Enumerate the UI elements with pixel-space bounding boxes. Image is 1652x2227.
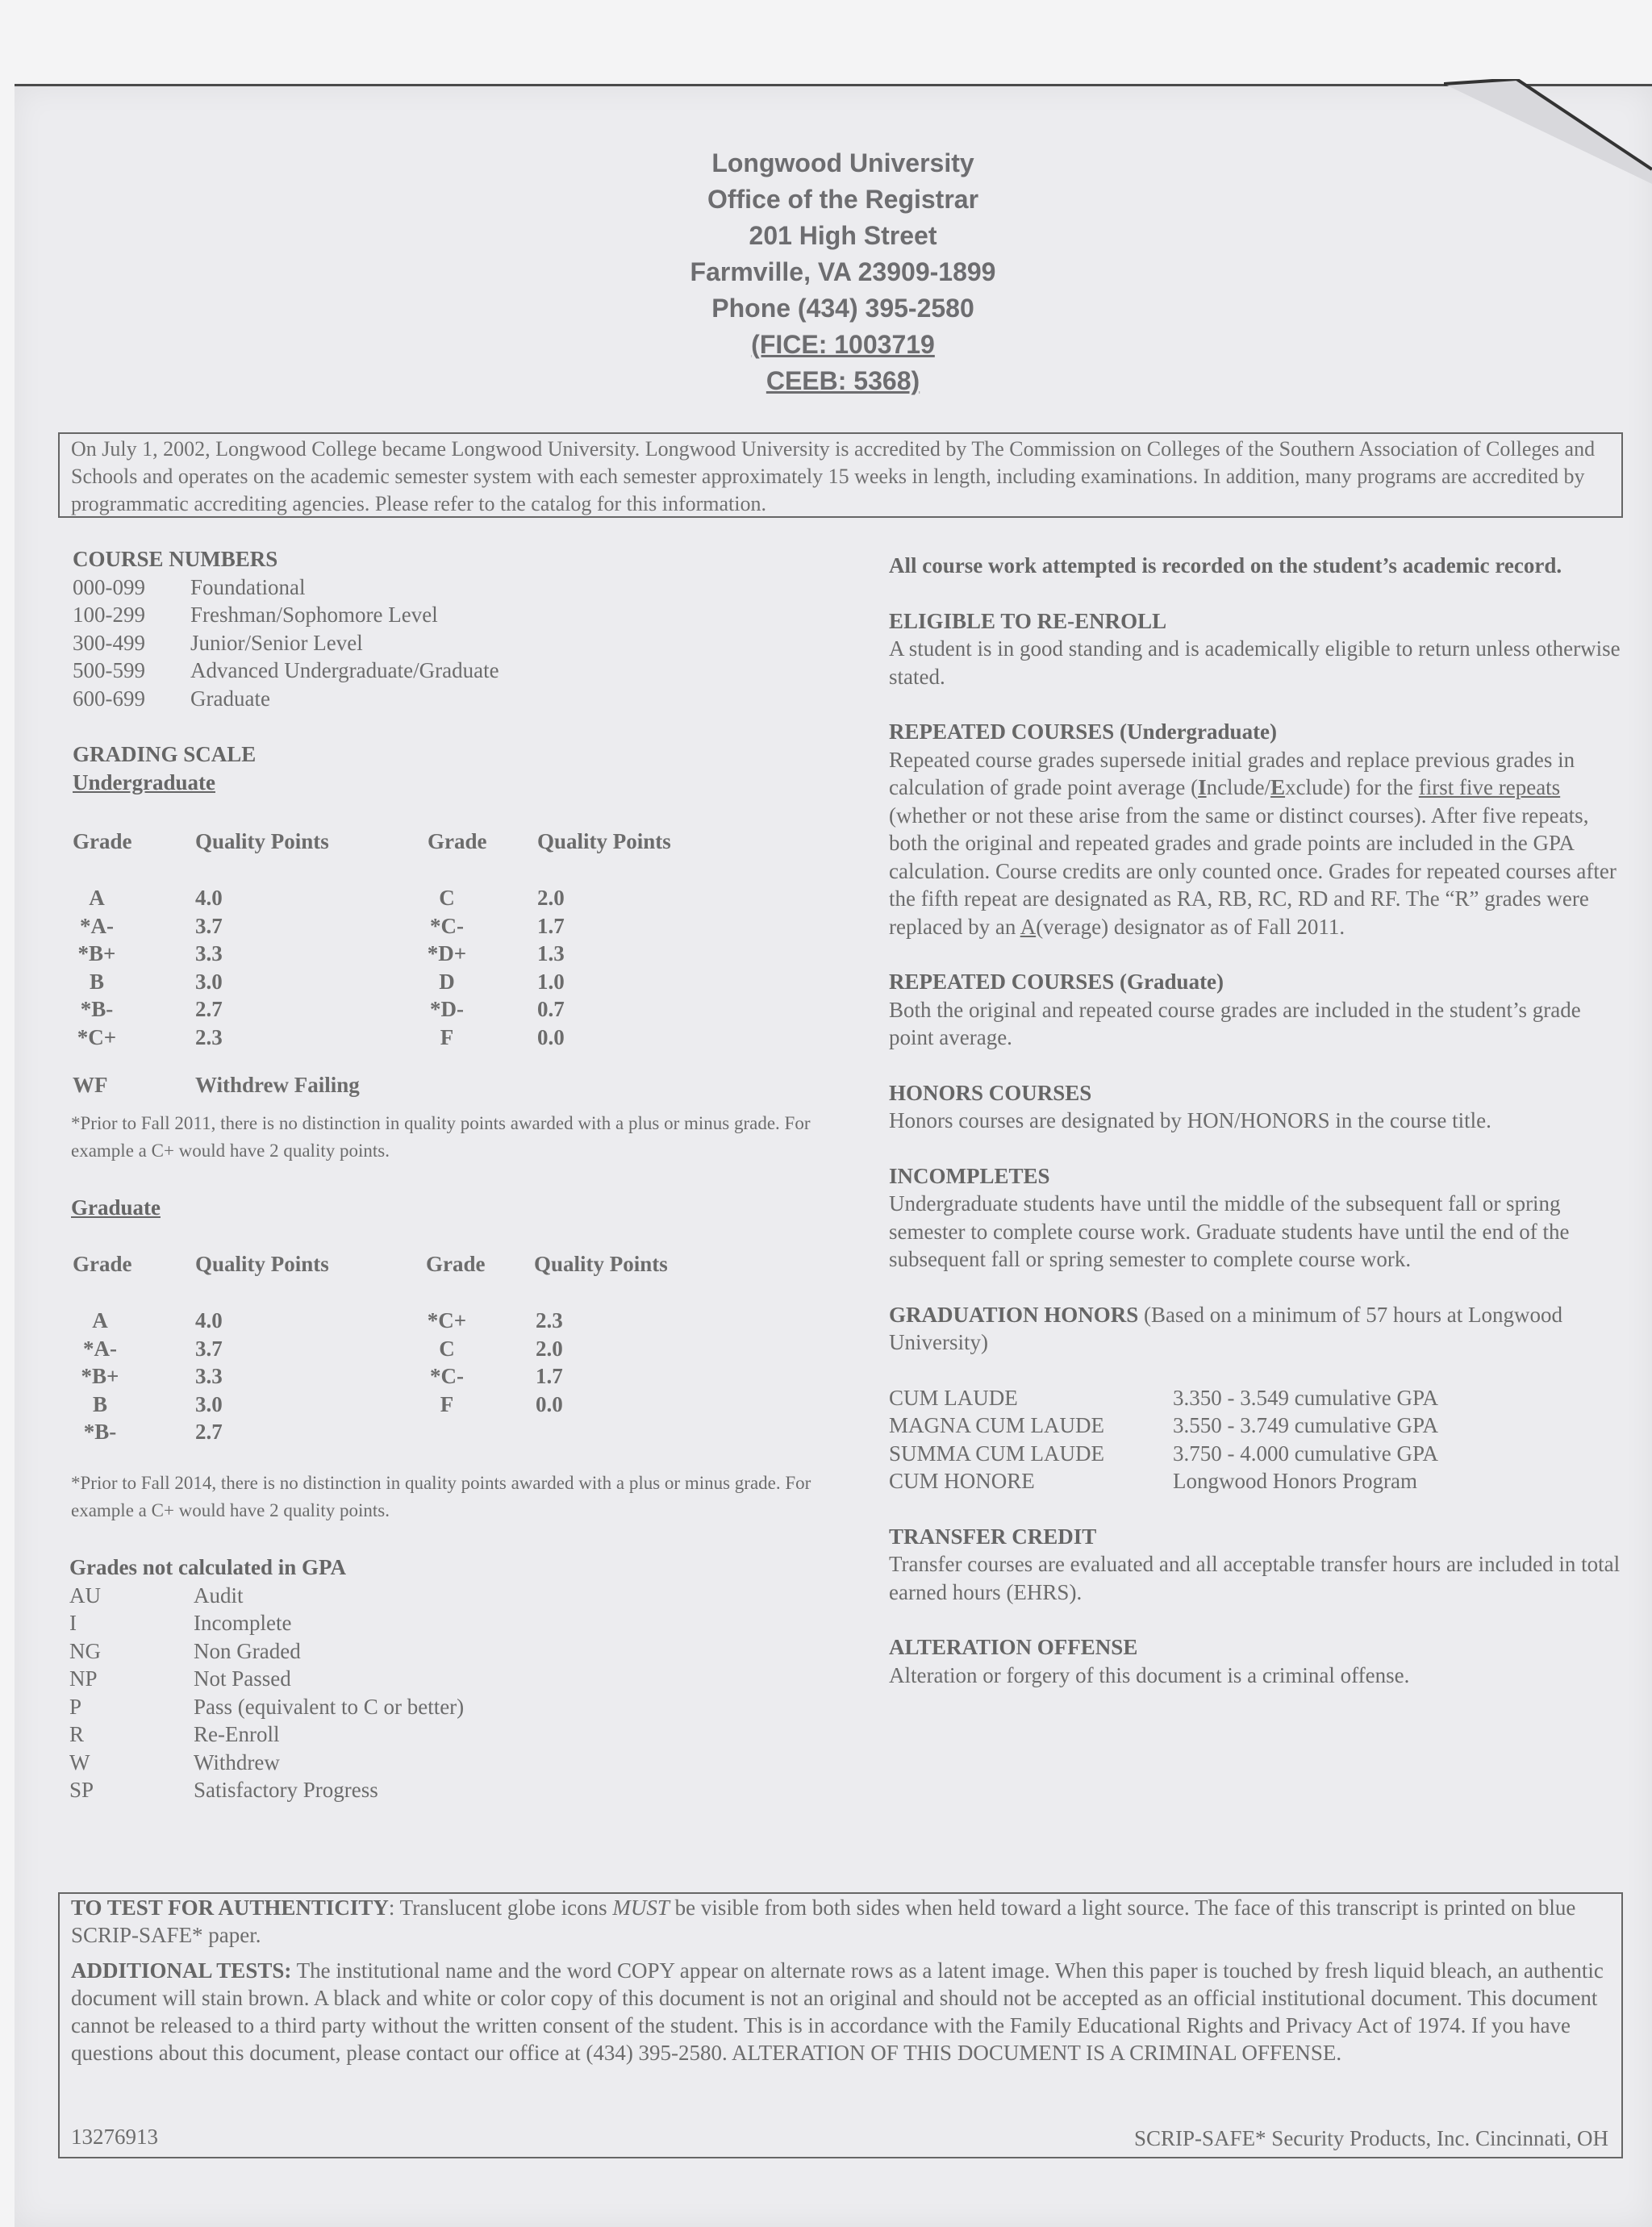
grade-row [73, 1024, 847, 1052]
header-city: Farmville, VA 23909-1899 [690, 257, 996, 286]
graduation-honors-heading [889, 1301, 1623, 1357]
course-range: 500-599 [73, 658, 145, 682]
grad-col-headers [73, 1250, 847, 1282]
grade-code: NP [69, 1666, 98, 1691]
grade-points: 1.7 [536, 1364, 563, 1388]
honors-name: SUMMA CUM LAUDE [889, 1441, 1105, 1466]
not-calculated-row [69, 1720, 844, 1749]
grade-letter: D [439, 969, 455, 994]
grade-letter: *B+ [81, 1364, 119, 1388]
grade-description: Re-Enroll [194, 1722, 280, 1746]
grade-code: SP [69, 1778, 94, 1802]
repeated-ug-title: REPEATED COURSES (Undergraduate) [889, 719, 1278, 744]
authenticity-test-part1: : Translucent globe icons [388, 1895, 613, 1920]
grade-code: AU [69, 1583, 101, 1608]
grade-letter: *C+ [427, 1308, 467, 1332]
grade-points: 3.3 [195, 1364, 223, 1388]
col-points-4: Quality Points [534, 1252, 668, 1276]
course-range: 300-499 [73, 630, 145, 655]
honors-row [889, 1440, 1623, 1468]
wf-label: Withdrew Failing [195, 1073, 360, 1097]
grade-letter: *C- [430, 913, 464, 938]
course-numbers-title: COURSE NUMBERS [73, 547, 278, 571]
authenticity-must: MUST [612, 1895, 670, 1920]
repeated-ug-part2: (whether or not these arise from the same or distinct courses). After five repeats, both the original and repeated grades and grade points are included in the GPA calculation. Course credits are only counted once. Grades for repeated courses after the fifth repeat are designated as RA, RB, RC, RD and RF. The “R” grades were replaced by an [889, 803, 1617, 939]
grade-letter: A [92, 1308, 108, 1332]
honors-name: CUM LAUDE [889, 1385, 1018, 1410]
grade-row [73, 912, 847, 940]
honors-name: MAGNA CUM LAUDE [889, 1413, 1105, 1437]
grade-points: 3.3 [195, 941, 223, 965]
course-level: Foundational [190, 574, 306, 599]
grade-row [73, 1418, 847, 1446]
course-range: 100-299 [73, 603, 145, 627]
first-five-repeats: first five repeats [1418, 775, 1561, 799]
grade-description: Not Passed [194, 1666, 291, 1691]
honors-courses-text: Honors courses are designated by HON/HONORS in the course title. [889, 1108, 1491, 1132]
not-calculated-row [69, 1693, 844, 1721]
exclude-rest: xclude) for the [1285, 775, 1414, 799]
grade-points: 3.7 [195, 1336, 223, 1361]
grade-description: Satisfactory Progress [194, 1778, 378, 1802]
grade-letter: *C+ [77, 1024, 117, 1049]
grade-points: 3.7 [195, 913, 223, 938]
incompletes-text: Undergraduate students have until the middle of the subsequent fall or spring semester to complete course work. Graduate students have until the end of the subsequent fall or spring semester to complete course work. [889, 1191, 1570, 1271]
undergrad-note: *Prior to Fall 2011, there is no distinction in quality points awarded with a plus or minus grade. For example a C+ would have 2 quality points. [71, 1113, 811, 1161]
grade-points: 2.7 [195, 1420, 223, 1444]
exclude-initial: E [1270, 775, 1286, 799]
alteration-text: Alteration or forgery of this document is a criminal offense. [889, 1662, 1410, 1687]
transfer-title: TRANSFER CREDIT [889, 1524, 1097, 1549]
header-street: 201 High Street [749, 221, 937, 250]
grade-points: 2.0 [537, 886, 565, 910]
grade-points: 2.3 [195, 1024, 223, 1049]
eligible-title: ELIGIBLE TO RE-ENROLL [889, 608, 1167, 633]
grade-letter: B [92, 1391, 107, 1416]
repeated-ug-part3: (verage) designator as of Fall 2011. [1036, 914, 1345, 939]
undergraduate-title: Undergraduate [73, 769, 215, 794]
grad-grade-table [73, 1307, 847, 1448]
incompletes-title: INCOMPLETES [889, 1163, 1050, 1188]
wf-code: WF [73, 1073, 108, 1097]
honors-row [889, 1467, 1623, 1495]
document-number: 13276913 [71, 2125, 158, 2149]
course-level: Graduate [190, 686, 270, 711]
course-level: Junior/Senior Level [190, 630, 363, 655]
header-office: Office of the Registrar [707, 185, 979, 214]
header-fice: (FICE: 1003719 [751, 330, 935, 359]
honors-courses-title: HONORS COURSES [889, 1080, 1092, 1105]
grade-points: 2.7 [195, 997, 223, 1021]
repeated-grad-title: REPEATED COURSES (Graduate) [889, 970, 1224, 994]
grade-code: W [69, 1749, 90, 1775]
grade-points: 1.3 [537, 941, 565, 965]
honors-value: Longwood Honors Program [1173, 1469, 1417, 1493]
grade-points: 0.0 [537, 1024, 565, 1049]
authenticity-test-part2: be visible from both sides when held toward a light source. The face of this transcript is printed on blue SCRIP-SAFE* paper. [71, 1895, 1576, 1947]
alteration-title: ALTERATION OFFENSE [889, 1635, 1138, 1659]
vendor-credit: SCRIP-SAFE* Security Products, Inc. Cincinnati, OH [1134, 2126, 1608, 2150]
grade-points: 0.0 [536, 1391, 563, 1416]
undergrad-grade-table [73, 884, 847, 1053]
grade-description: Non Graded [194, 1638, 301, 1663]
col-points-3: Quality Points [195, 1252, 329, 1276]
grade-code: NG [69, 1638, 101, 1663]
course-level: Advanced Undergraduate/Graduate [190, 658, 499, 682]
honors-value: 3.750 - 4.000 cumulative GPA [1173, 1441, 1438, 1466]
not-calculated-row [69, 1582, 844, 1610]
grade-letter: C [439, 1336, 455, 1361]
header-ceeb: CEEB: 5368) [766, 366, 920, 395]
course-range: 600-699 [73, 686, 145, 711]
grade-points: 0.7 [537, 997, 565, 1021]
grading-scale-title: GRADING SCALE [73, 742, 257, 766]
repeated-ug-text [889, 746, 1623, 941]
additional-tests-title: ADDITIONAL TESTS: [71, 1958, 292, 1983]
header-phone: Phone (434) 395-2580 [711, 294, 974, 323]
honors-row [889, 1384, 1623, 1412]
graduation-honors-title: GRADUATION HONORS [889, 1302, 1139, 1327]
grade-description: Audit [194, 1583, 244, 1608]
additional-tests-text: The institutional name and the word COPY appear on alternate rows as a latent image. When this paper is touched by fresh liquid bleach, an authentic document will stain brown. A black and white or color copy of this document is not an original and should not be accepted as an official institutional document. This document cannot be released to a third party without the written consent of the student. This is in accordance with the Family Educational Rights and Privacy Act of 1974. If you have questions about this document, please contact our office at (434) 395-2580. ALTERATION OF THIS DOCUMENT IS A CRIMINAL OFFENSE. [71, 1958, 1604, 2065]
grade-row [73, 995, 847, 1024]
grade-letter: *A- [83, 1336, 117, 1361]
grade-row [73, 1362, 847, 1391]
grade-letter: F [440, 1391, 454, 1416]
eligible-text: A student is in good standing and is academically eligible to return unless otherwise stated. [889, 636, 1621, 689]
grade-row [73, 1335, 847, 1363]
grade-code: I [69, 1611, 77, 1635]
not-calculated-row [69, 1776, 844, 1804]
not-calculated-section [69, 1553, 844, 1804]
repeated-ug-part1: Repeated course grades supersede initial grades and replace previous grades in calculation of grade point average ( [889, 747, 1575, 799]
grade-letter: F [440, 1024, 454, 1049]
grade-description: Incomplete [194, 1611, 292, 1635]
col-points-1: Quality Points [195, 829, 329, 853]
grade-letter: *D+ [427, 941, 467, 965]
include-initial: I [1198, 775, 1207, 799]
include-rest: nclude/ [1206, 775, 1271, 799]
grade-letter: *A- [80, 913, 114, 938]
grade-points: 1.0 [537, 969, 565, 994]
honors-value: 3.350 - 3.549 cumulative GPA [1173, 1385, 1438, 1410]
grade-letter: *B+ [77, 941, 116, 965]
graduate-title: Graduate [71, 1195, 161, 1220]
not-calculated-row [69, 1637, 844, 1666]
course-number-row [73, 657, 847, 685]
grade-row [73, 1307, 847, 1335]
grade-points: 2.3 [536, 1308, 563, 1332]
grade-letter: *C- [430, 1364, 464, 1388]
course-number-row [73, 573, 847, 602]
col-grade-4: Grade [426, 1252, 486, 1276]
grade-row [73, 884, 847, 912]
col-grade-3: Grade [73, 1252, 132, 1276]
header-university: Longwood University [711, 148, 974, 177]
grading-scale-section [73, 740, 847, 796]
grade-code: P [69, 1694, 82, 1719]
authenticity-test [71, 1894, 1610, 1949]
course-number-row [73, 629, 847, 657]
grade-description: Pass (equivalent to C or better) [194, 1694, 465, 1719]
transfer-text: Transfer courses are evaluated and all acceptable transfer hours are included in total earned hours (EHRS). [889, 1552, 1621, 1604]
course-level: Freshman/Sophomore Level [190, 603, 438, 627]
registrar-header [0, 145, 1652, 399]
authenticity-box [58, 1892, 1623, 2158]
authenticity-test-title: TO TEST FOR AUTHENTICITY [71, 1895, 389, 1920]
withdrew-failing-row [73, 1071, 847, 1103]
col-grade-1: Grade [73, 829, 132, 853]
grade-letter: *B- [80, 997, 114, 1021]
course-range: 000-099 [73, 574, 145, 599]
average-initial: A [1020, 914, 1037, 939]
grade-row [73, 940, 847, 968]
grade-points: 4.0 [195, 1308, 223, 1332]
repeated-grad-text: Both the original and repeated course grades are included in the student’s grade point average. [889, 997, 1581, 1049]
graduation-honors-text: (Based on a minimum of 57 hours at Longwood University) [889, 1302, 1562, 1354]
not-calculated-title: Grades not calculated in GPA [69, 1555, 346, 1579]
grade-points: 3.0 [195, 1391, 223, 1416]
grade-row [73, 968, 847, 996]
grade-letter: *D- [430, 997, 464, 1021]
honors-name: CUM HONORE [889, 1469, 1035, 1493]
right-column [889, 552, 1623, 1689]
course-number-row [73, 685, 847, 713]
not-calculated-row [69, 1609, 844, 1637]
course-numbers-section [73, 545, 847, 712]
all-course-work: All course work attempted is recorded on the student’s academic record. [889, 553, 1562, 578]
honors-row [889, 1412, 1623, 1440]
additional-tests [71, 1957, 1610, 2066]
grade-points: 4.0 [195, 886, 223, 910]
grad-note: *Prior to Fall 2014, there is no distinction in quality points awarded with a plus or minus grade. For example a C+ would have 2 quality points. [71, 1473, 811, 1520]
grade-letter: C [439, 886, 455, 910]
col-points-2: Quality Points [537, 829, 671, 853]
grade-points: 1.7 [537, 913, 565, 938]
accreditation-statement: On July 1, 2002, Longwood College became Longwood University. Longwood University is accredited by The Commission on Colleges of the Southern Association of Colleges and Schools and operates on the academic semester system with each semester approximately 15 weeks in length, including examinations. In addition, many programs are accredited by programmatic accrediting agencies. Please refer to the catalog for this information. [58, 432, 1623, 518]
grade-letter: B [89, 969, 104, 994]
course-number-row [73, 601, 847, 629]
not-calculated-row [69, 1665, 844, 1693]
grade-code: R [69, 1722, 85, 1746]
undergrad-col-headers [73, 828, 847, 860]
col-grade-2: Grade [428, 829, 487, 853]
not-calculated-row [69, 1749, 844, 1777]
honors-value: 3.550 - 3.749 cumulative GPA [1173, 1413, 1438, 1437]
grade-letter: A [89, 886, 105, 910]
grade-points: 2.0 [536, 1336, 563, 1361]
grade-letter: *B- [83, 1420, 117, 1444]
grade-description: Withdrew [194, 1749, 280, 1775]
grade-points: 3.0 [195, 969, 223, 994]
grade-row [73, 1391, 847, 1419]
